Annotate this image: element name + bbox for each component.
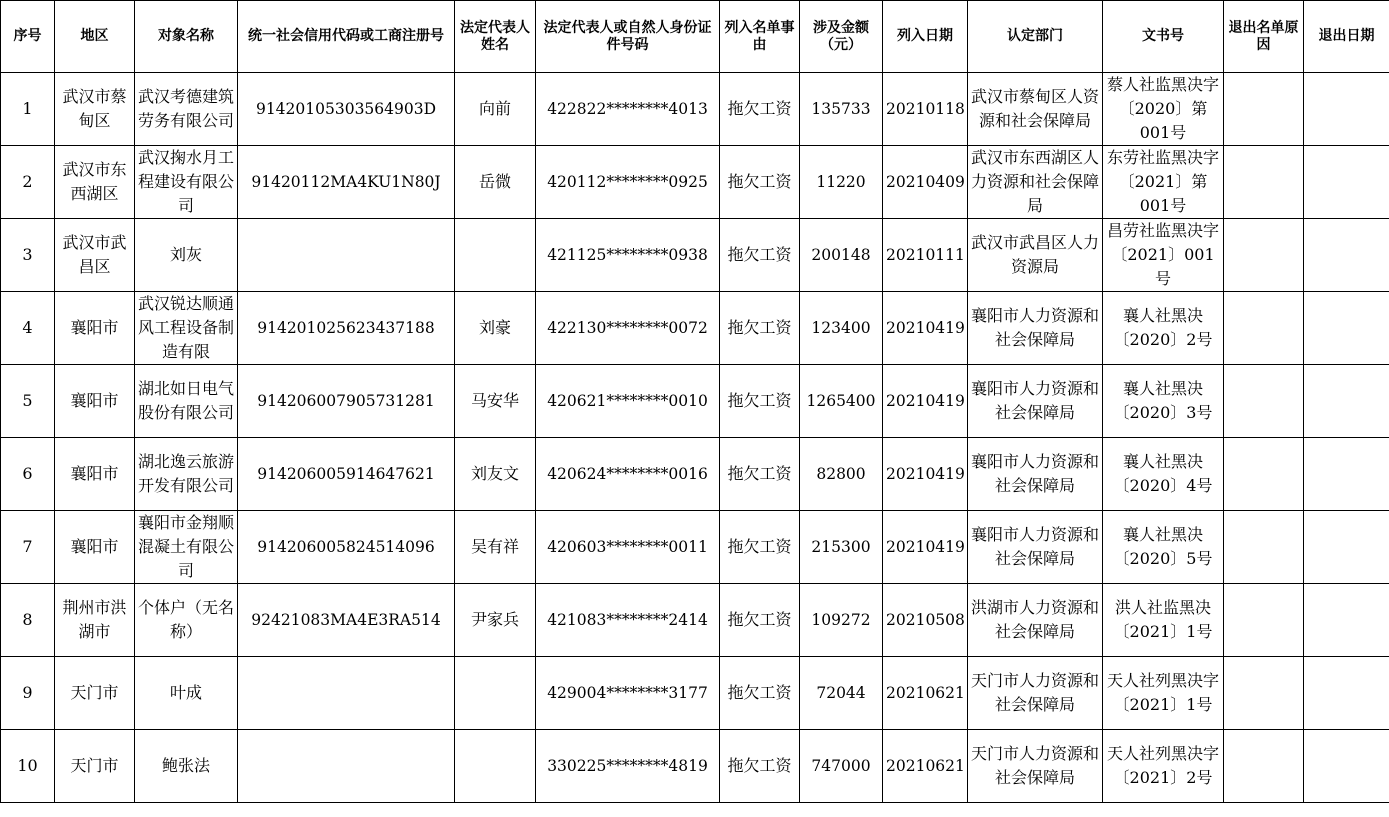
cell-name: 刘灰 bbox=[135, 219, 238, 292]
cell-dept: 天门市人力资源和社会保障局 bbox=[968, 730, 1103, 803]
table-row bbox=[1, 219, 1389, 292]
table-row bbox=[1, 73, 1389, 146]
cell-code bbox=[238, 219, 455, 292]
cell-dept: 武汉市武昌区人力资源局 bbox=[968, 219, 1103, 292]
cell-date: 20210409 bbox=[883, 146, 968, 219]
cell-exit-reason bbox=[1224, 146, 1304, 219]
cell-rep: 马安华 bbox=[455, 365, 536, 438]
cell-idno: 422130********0072 bbox=[536, 292, 720, 365]
cell-amount: 135733 bbox=[800, 73, 883, 146]
cell-region: 襄阳市 bbox=[55, 365, 135, 438]
cell-reason: 拖欠工资 bbox=[720, 511, 800, 584]
cell-doc: 东劳社监黑决字〔2021〕第001号 bbox=[1103, 146, 1224, 219]
cell-date: 20210118 bbox=[883, 73, 968, 146]
cell-code bbox=[238, 730, 455, 803]
cell-seq: 6 bbox=[1, 438, 55, 511]
cell-doc: 蔡人社监黑决字〔2020〕第001号 bbox=[1103, 73, 1224, 146]
cell-dept: 襄阳市人力资源和社会保障局 bbox=[968, 511, 1103, 584]
cell-rep: 向前 bbox=[455, 73, 536, 146]
header-amount: 涉及金额（元） bbox=[800, 1, 883, 73]
cell-idno: 420112********0925 bbox=[536, 146, 720, 219]
header-code: 统一社会信用代码或工商注册号 bbox=[238, 1, 455, 73]
cell-doc: 襄人社黑决〔2020〕5号 bbox=[1103, 511, 1224, 584]
cell-reason: 拖欠工资 bbox=[720, 146, 800, 219]
table-row bbox=[1, 584, 1389, 657]
cell-rep bbox=[455, 657, 536, 730]
header-region: 地区 bbox=[55, 1, 135, 73]
cell-seq: 4 bbox=[1, 292, 55, 365]
cell-amount: 200148 bbox=[800, 219, 883, 292]
cell-date: 20210621 bbox=[883, 657, 968, 730]
cell-name: 叶成 bbox=[135, 657, 238, 730]
cell-doc: 襄人社黑决〔2020〕2号 bbox=[1103, 292, 1224, 365]
cell-exit-date bbox=[1304, 146, 1389, 219]
cell-doc: 天人社列黑决字〔2021〕2号 bbox=[1103, 730, 1224, 803]
cell-date: 20210621 bbox=[883, 730, 968, 803]
cell-exit-date bbox=[1304, 584, 1389, 657]
cell-name: 鲍张法 bbox=[135, 730, 238, 803]
cell-region: 荆州市洪湖市 bbox=[55, 584, 135, 657]
cell-rep: 刘豪 bbox=[455, 292, 536, 365]
cell-doc: 襄人社黑决〔2020〕3号 bbox=[1103, 365, 1224, 438]
table-row bbox=[1, 438, 1389, 511]
cell-exit-reason bbox=[1224, 219, 1304, 292]
cell-doc: 洪人社监黑决〔2021〕1号 bbox=[1103, 584, 1224, 657]
cell-doc: 襄人社黑决〔2020〕4号 bbox=[1103, 438, 1224, 511]
cell-dept: 襄阳市人力资源和社会保障局 bbox=[968, 365, 1103, 438]
cell-rep: 刘友文 bbox=[455, 438, 536, 511]
cell-exit-reason bbox=[1224, 292, 1304, 365]
cell-code: 914206005824514096 bbox=[238, 511, 455, 584]
cell-name: 个体户（无名称） bbox=[135, 584, 238, 657]
cell-exit-reason bbox=[1224, 438, 1304, 511]
cell-exit-reason bbox=[1224, 584, 1304, 657]
cell-code bbox=[238, 657, 455, 730]
cell-exit-date bbox=[1304, 730, 1389, 803]
cell-exit-date bbox=[1304, 73, 1389, 146]
cell-seq: 10 bbox=[1, 730, 55, 803]
cell-doc: 昌劳社监黑决字〔2021〕001号 bbox=[1103, 219, 1224, 292]
cell-reason: 拖欠工资 bbox=[720, 292, 800, 365]
cell-exit-date bbox=[1304, 438, 1389, 511]
cell-exit-reason bbox=[1224, 657, 1304, 730]
cell-exit-date bbox=[1304, 511, 1389, 584]
cell-region: 武汉市蔡甸区 bbox=[55, 73, 135, 146]
cell-date: 20210419 bbox=[883, 438, 968, 511]
cell-region: 武汉市武昌区 bbox=[55, 219, 135, 292]
cell-idno: 422822********4013 bbox=[536, 73, 720, 146]
cell-seq: 1 bbox=[1, 73, 55, 146]
cell-region: 武汉市东西湖区 bbox=[55, 146, 135, 219]
cell-amount: 1265400 bbox=[800, 365, 883, 438]
table-row bbox=[1, 365, 1389, 438]
cell-seq: 7 bbox=[1, 511, 55, 584]
cell-reason: 拖欠工资 bbox=[720, 219, 800, 292]
cell-exit-reason bbox=[1224, 365, 1304, 438]
cell-date: 20210508 bbox=[883, 584, 968, 657]
cell-amount: 123400 bbox=[800, 292, 883, 365]
cell-exit-reason bbox=[1224, 511, 1304, 584]
cell-rep bbox=[455, 219, 536, 292]
table-row bbox=[1, 730, 1389, 803]
cell-amount: 109272 bbox=[800, 584, 883, 657]
cell-seq: 3 bbox=[1, 219, 55, 292]
cell-doc: 天人社列黑决字〔2021〕1号 bbox=[1103, 657, 1224, 730]
cell-exit-date bbox=[1304, 292, 1389, 365]
cell-exit-date bbox=[1304, 219, 1389, 292]
cell-amount: 72044 bbox=[800, 657, 883, 730]
cell-dept: 天门市人力资源和社会保障局 bbox=[968, 657, 1103, 730]
cell-reason: 拖欠工资 bbox=[720, 438, 800, 511]
cell-idno: 420624********0016 bbox=[536, 438, 720, 511]
cell-idno: 421083********2414 bbox=[536, 584, 720, 657]
cell-name: 武汉锐达顺通风工程设备制造有限 bbox=[135, 292, 238, 365]
cell-code: 914206005914647621 bbox=[238, 438, 455, 511]
cell-rep bbox=[455, 730, 536, 803]
header-seq: 序号 bbox=[1, 1, 55, 73]
cell-exit-date bbox=[1304, 365, 1389, 438]
cell-idno: 420621********0010 bbox=[536, 365, 720, 438]
cell-reason: 拖欠工资 bbox=[720, 657, 800, 730]
cell-region: 襄阳市 bbox=[55, 292, 135, 365]
cell-code: 914206007905731281 bbox=[238, 365, 455, 438]
cell-region: 襄阳市 bbox=[55, 511, 135, 584]
header-rep: 法定代表人姓名 bbox=[455, 1, 536, 73]
cell-reason: 拖欠工资 bbox=[720, 73, 800, 146]
header-exit-date: 退出日期 bbox=[1304, 1, 1389, 73]
cell-dept: 洪湖市人力资源和社会保障局 bbox=[968, 584, 1103, 657]
cell-reason: 拖欠工资 bbox=[720, 365, 800, 438]
cell-region: 天门市 bbox=[55, 730, 135, 803]
cell-date: 20210419 bbox=[883, 511, 968, 584]
table-row bbox=[1, 292, 1389, 365]
cell-exit-date bbox=[1304, 657, 1389, 730]
cell-date: 20210419 bbox=[883, 365, 968, 438]
cell-date: 20210419 bbox=[883, 292, 968, 365]
cell-name: 武汉考德建筑劳务有限公司 bbox=[135, 73, 238, 146]
cell-idno: 429004********3177 bbox=[536, 657, 720, 730]
cell-reason: 拖欠工资 bbox=[720, 584, 800, 657]
header-reason: 列入名单事由 bbox=[720, 1, 800, 73]
cell-name: 武汉掬水月工程建设有限公司 bbox=[135, 146, 238, 219]
cell-amount: 215300 bbox=[800, 511, 883, 584]
table-row bbox=[1, 511, 1389, 584]
cell-seq: 8 bbox=[1, 584, 55, 657]
header-doc: 文书号 bbox=[1103, 1, 1224, 73]
cell-reason: 拖欠工资 bbox=[720, 730, 800, 803]
cell-idno: 330225********4819 bbox=[536, 730, 720, 803]
cell-seq: 5 bbox=[1, 365, 55, 438]
cell-code: 914201025623437188 bbox=[238, 292, 455, 365]
cell-region: 天门市 bbox=[55, 657, 135, 730]
cell-dept: 襄阳市人力资源和社会保障局 bbox=[968, 438, 1103, 511]
header-idno: 法定代表人或自然人身份证件号码 bbox=[536, 1, 720, 73]
cell-amount: 747000 bbox=[800, 730, 883, 803]
cell-code: 92421083MA4E3RA514 bbox=[238, 584, 455, 657]
header-name: 对象名称 bbox=[135, 1, 238, 73]
cell-rep: 尹家兵 bbox=[455, 584, 536, 657]
cell-exit-reason bbox=[1224, 73, 1304, 146]
cell-name: 湖北如日电气股份有限公司 bbox=[135, 365, 238, 438]
cell-dept: 武汉市蔡甸区人资源和社会保障局 bbox=[968, 73, 1103, 146]
header-date: 列入日期 bbox=[883, 1, 968, 73]
header-row bbox=[1, 1, 1389, 73]
cell-dept: 襄阳市人力资源和社会保障局 bbox=[968, 292, 1103, 365]
cell-name: 襄阳市金翔顺混凝土有限公司 bbox=[135, 511, 238, 584]
cell-idno: 420603********0011 bbox=[536, 511, 720, 584]
cell-exit-reason bbox=[1224, 730, 1304, 803]
cell-code: 91420112MA4KU1N80J bbox=[238, 146, 455, 219]
table-row bbox=[1, 657, 1389, 730]
cell-name: 湖北逸云旅游开发有限公司 bbox=[135, 438, 238, 511]
cell-seq: 2 bbox=[1, 146, 55, 219]
cell-code: 91420105303564903D bbox=[238, 73, 455, 146]
cell-seq: 9 bbox=[1, 657, 55, 730]
cell-amount: 11220 bbox=[800, 146, 883, 219]
cell-rep: 吴有祥 bbox=[455, 511, 536, 584]
header-dept: 认定部门 bbox=[968, 1, 1103, 73]
cell-date: 20210111 bbox=[883, 219, 968, 292]
table-row bbox=[1, 146, 1389, 219]
cell-rep: 岳微 bbox=[455, 146, 536, 219]
cell-amount: 82800 bbox=[800, 438, 883, 511]
header-exit-reason: 退出名单原因 bbox=[1224, 1, 1304, 73]
cell-region: 襄阳市 bbox=[55, 438, 135, 511]
cell-dept: 武汉市东西湖区人力资源和社会保障局 bbox=[968, 146, 1103, 219]
cell-idno: 421125********0938 bbox=[536, 219, 720, 292]
